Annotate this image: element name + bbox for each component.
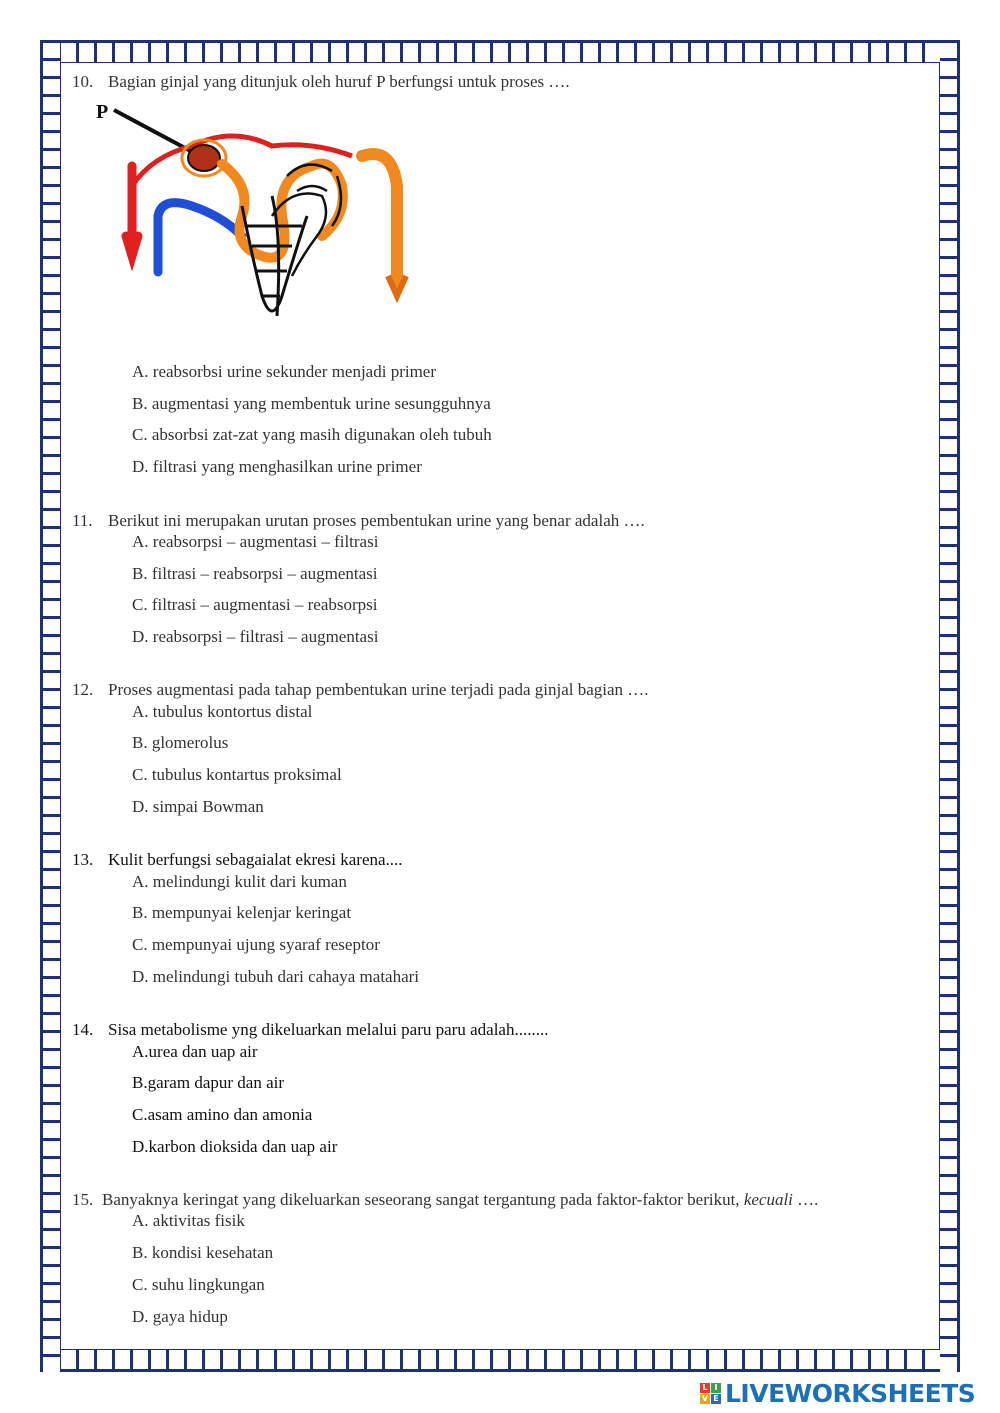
- brand-name: LIVEWORKSHEETS: [725, 1378, 976, 1408]
- q10-option-a[interactable]: A. reabsorbsi urine sekunder menjadi primer: [132, 362, 437, 381]
- question-text: Bagian ginjal yang ditunjuk oleh huruf P berfungsi untuk proses ….: [108, 72, 570, 91]
- nephron-diagram: [92, 96, 422, 341]
- q12-option-a[interactable]: A. tubulus kontortus distal: [132, 702, 313, 721]
- q11-option-c[interactable]: C. filtrasi – augmentasi – reabsorpsi: [132, 595, 378, 614]
- border-left: [40, 40, 60, 1372]
- q11-option-b[interactable]: B. filtrasi – reabsorpsi – augmentasi: [132, 564, 378, 583]
- q13-option-a[interactable]: A. melindungi kulit dari kuman: [132, 872, 347, 891]
- q12-option-d[interactable]: D. simpai Bowman: [132, 797, 264, 816]
- q15-option-b[interactable]: B. kondisi kesehatan: [132, 1243, 274, 1262]
- question-number: 12.: [72, 680, 94, 699]
- q14-option-a[interactable]: A.urea dan uap air: [132, 1042, 258, 1061]
- question-text-end: ….: [792, 1190, 819, 1209]
- q14-option-d[interactable]: D.karbon dioksida dan uap air: [132, 1137, 338, 1156]
- question-text: Berikut ini merupakan urutan proses pembentukan urine yang benar adalah ….: [108, 511, 645, 530]
- question-14: [72, 1020, 548, 1040]
- q15-option-c[interactable]: C. suhu lingkungan: [132, 1275, 265, 1294]
- q13-option-b[interactable]: B. mempunyai kelenjar keringat: [132, 903, 352, 922]
- q10-option-b[interactable]: B. augmentasi yang membentuk urine sesungguhnya: [132, 394, 491, 413]
- liveworksheets-logo[interactable]: [700, 1380, 975, 1406]
- q14-option-c[interactable]: C.asam amino dan amonia: [132, 1105, 313, 1124]
- question-text: Sisa metabolisme yng dikeluarkan melalui paru paru adalah........: [108, 1020, 549, 1039]
- question-text: Kulit berfungsi sebagaialat ekresi karena....: [108, 850, 403, 869]
- question-text: Proses augmentasi pada tahap pembentukan urine terjadi pada ginjal bagian ….: [108, 680, 649, 699]
- question-number: 15.: [72, 1190, 94, 1209]
- logo-icon: L I V E: [700, 1383, 721, 1404]
- question-number: 10.: [72, 72, 94, 91]
- question-10: [72, 72, 570, 92]
- q15-option-a[interactable]: A. aktivitas fisik: [132, 1211, 245, 1230]
- q13-option-c[interactable]: C. mempunyai ujung syaraf reseptor: [132, 935, 380, 954]
- q11-option-a[interactable]: A. reabsorpsi – augmentasi – filtrasi: [132, 532, 379, 551]
- border-right: [940, 40, 960, 1372]
- q12-option-c[interactable]: C. tubulus kontartus proksimal: [132, 765, 342, 784]
- question-text-italic: kecuali: [743, 1190, 793, 1209]
- q10-option-c[interactable]: C. absorbsi zat-zat yang masih digunakan oleh tubuh: [132, 425, 492, 444]
- question-15: [72, 1190, 818, 1210]
- q12-option-b[interactable]: B. glomerolus: [132, 733, 229, 752]
- question-number: 14.: [72, 1020, 94, 1039]
- border-bottom: [40, 1350, 960, 1372]
- question-12: [72, 680, 649, 700]
- collecting-duct: [362, 154, 397, 286]
- q10-option-d[interactable]: D. filtrasi yang menghasilkan urine primer: [132, 457, 422, 476]
- glomerulus: [188, 145, 220, 171]
- q15-option-d[interactable]: D. gaya hidup: [132, 1307, 228, 1326]
- question-number: 11.: [72, 511, 93, 530]
- border-top: [40, 40, 960, 62]
- pointer-label: P: [96, 101, 109, 123]
- question-11: [72, 511, 645, 531]
- question-text: Banyaknya keringat yang dikeluarkan seseorang sangat tergantung pada faktor-faktor berikut,: [102, 1190, 744, 1209]
- question-number: 13.: [72, 850, 94, 869]
- vein: [158, 203, 242, 272]
- q13-option-d[interactable]: D. melindungi tubuh dari cahaya matahari: [132, 967, 420, 986]
- question-13: [72, 850, 403, 870]
- q14-option-b[interactable]: B.garam dapur dan air: [132, 1073, 284, 1092]
- q11-option-d[interactable]: D. reabsorpsi – filtrasi – augmentasi: [132, 627, 379, 646]
